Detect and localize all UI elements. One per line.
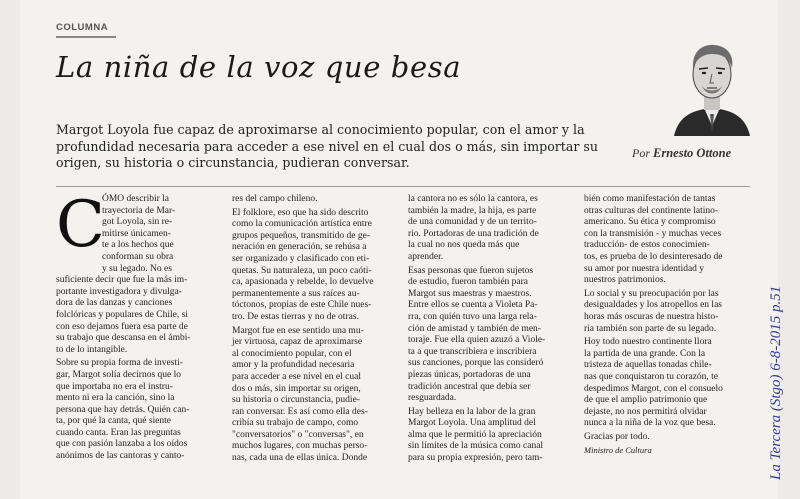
text-line: ser organizado y clasificado con eti- bbox=[232, 253, 370, 264]
text-line: Hay belleza en la labor de la gran bbox=[408, 406, 536, 417]
byline-prefix: Por bbox=[632, 146, 650, 160]
headline: La niña de la voz que besa bbox=[56, 50, 462, 84]
text-line: de que el amplio patrimonio que bbox=[584, 395, 708, 406]
text-line: dos o más, sin importar su origen, bbox=[232, 383, 361, 394]
divider bbox=[56, 186, 750, 187]
text-line: nas, cada una de ellas única. Donde bbox=[232, 453, 368, 464]
text-line: nuestros patrimonios. bbox=[584, 275, 666, 286]
text-line: mitirse únicamen- bbox=[102, 228, 171, 239]
text-line: conforman su obra bbox=[102, 251, 174, 262]
text-line: nas que conquistaron tu corazón, te bbox=[584, 371, 719, 382]
text-line: su amor por nuestra identidad y bbox=[584, 263, 705, 274]
text-line: permanentemente a sus raíces au- bbox=[232, 288, 360, 299]
text-line: resguardada. bbox=[408, 393, 457, 404]
text-line: desigualdades y los atropellos en las bbox=[584, 300, 722, 311]
text-line: otras culturas del continente latino- bbox=[584, 205, 719, 216]
text-line: su trabajo que descansa en el ámbi- bbox=[56, 333, 191, 344]
text-line: su historia o circunstancia, pudie- bbox=[232, 395, 360, 406]
text-line: como la comunicación artística entre bbox=[232, 219, 372, 230]
text-line: horas más oscuras de nuestra histo- bbox=[584, 311, 719, 322]
text-line: trayectoria de Mar- bbox=[102, 205, 176, 216]
byline-author: Ernesto Ottone bbox=[653, 146, 732, 160]
text-line: y su legado. No es bbox=[102, 263, 172, 274]
text-line: para acceder a ese nivel en el cual bbox=[232, 371, 361, 382]
text-line: piezas únicas, portadoras de una bbox=[408, 369, 531, 380]
text-line: El folklore, eso que ha sido descrito bbox=[232, 207, 369, 218]
text-line: Margot sus maestras y maestros. bbox=[408, 288, 532, 299]
text-line: de estudio, fueron también para bbox=[408, 277, 529, 288]
text-line: portante investigadora y divulga- bbox=[56, 286, 182, 297]
text-line: amor y la profundidad necesaria bbox=[232, 360, 355, 371]
handwritten-source-note: La Tercera (Stgo) 6-8-2015 p.51 bbox=[768, 285, 784, 480]
section-rule bbox=[56, 36, 116, 38]
text-line: que importaba no era el instru- bbox=[56, 381, 173, 392]
drop-cap-lines bbox=[56, 188, 226, 275]
text-line: la cual no nos queda más que bbox=[408, 240, 520, 251]
text-line: sus canciones, porque las consideró bbox=[408, 358, 544, 369]
text-line: ción de amistad y también de men- bbox=[408, 323, 541, 334]
text-line: rio. Portadoras de una tradición de bbox=[408, 228, 539, 239]
text-line: te a los hechos que bbox=[102, 240, 174, 251]
text-line: suficiente decir que fue la más im- bbox=[56, 275, 188, 286]
text-line: Entre ellos se cuenta a Violeta Pa- bbox=[408, 300, 538, 311]
text-line: tradición ancestral que debía ser bbox=[408, 381, 531, 392]
text-line: cuando canta. Eran las preguntas bbox=[56, 427, 181, 438]
text-line: Lo social y su preocupación por las bbox=[584, 288, 719, 299]
text-line: to de lo intangible. bbox=[56, 344, 128, 355]
text-line: también la madre, la hija, es parte bbox=[408, 205, 537, 216]
text-line: alma que le permitió la apreciación bbox=[408, 429, 542, 440]
text-line: ca, apasionada y rebelde, lo devuelve bbox=[232, 277, 374, 288]
text-line: toraje. Fue ella quien azuzó a Viole- bbox=[408, 335, 546, 346]
column-1 bbox=[56, 188, 226, 463]
text-line: ÓMO describir la bbox=[102, 194, 170, 204]
text-line: "conversatorios" o "conversas", en bbox=[232, 429, 364, 440]
text-line: res del campo chileno. bbox=[232, 194, 318, 204]
text-line: tro. De estas tierras y no de otras. bbox=[232, 311, 359, 322]
text-line: tóctonos, propias de este Chile nues- bbox=[232, 300, 372, 311]
text-line: la partida de una grande. Con la bbox=[584, 348, 706, 359]
text-line: muchos lugares, con muchas perso- bbox=[232, 441, 368, 452]
text-line: para su propia expresión, pero tam- bbox=[408, 453, 543, 464]
text-line: tristeza de aquellas tonadas chile- bbox=[584, 360, 712, 371]
text-line: traducción- de estos conocimien- bbox=[584, 240, 710, 251]
text-line: Gracias por todo. bbox=[584, 431, 650, 442]
text-line: de una comunidad y de un territo- bbox=[408, 217, 537, 228]
author-portrait bbox=[672, 36, 752, 136]
text-line: nunca a la niña de la voz que besa. bbox=[584, 418, 716, 429]
text-line: anónimos de las cantoras y canto- bbox=[56, 451, 185, 462]
text-line: con eso dejamos fuera esa parte de bbox=[56, 321, 188, 332]
text-line: folclóricas y populares de Chile, si bbox=[56, 309, 188, 320]
text-line: la cantora no es sólo la cantora, es bbox=[408, 194, 538, 204]
text-line: dejaste, no nos permitirá olvidar bbox=[584, 406, 707, 417]
text-line: cribía su trabajo de campo, como bbox=[232, 418, 359, 429]
signoff: Ministro de Cultura bbox=[584, 445, 652, 456]
drop-cap: C bbox=[56, 188, 105, 262]
text-line: sin límites de la música como canal bbox=[408, 441, 544, 452]
deck-line: Margot Loyola fue capaz de aproximarse al conocimiento popular, con el amor y la bbox=[56, 122, 585, 137]
text-line: Margot Loyola. Una amplitud del bbox=[408, 418, 536, 429]
column-2 bbox=[232, 194, 402, 465]
column-4 bbox=[584, 194, 754, 457]
text-line: grupos pequeños, transmitido de ge- bbox=[232, 230, 370, 241]
text-line: ran conversar. Es así como ella des- bbox=[232, 406, 368, 417]
text-line: ria también son parte de su legado. bbox=[584, 323, 717, 334]
text-line: americano. Su ética y compromiso bbox=[584, 217, 716, 228]
text-line: ta a que transcribiera e inscribiera bbox=[408, 346, 537, 357]
text-line: Esas personas que fueron sujetos bbox=[408, 265, 534, 276]
text-line: tos, es prueba de lo desinteresado de bbox=[584, 251, 723, 262]
text-line: neración en generación, se rehúsa a bbox=[232, 242, 367, 253]
text-line: rra, con quién tuvo una larga rela- bbox=[408, 311, 537, 322]
text-line: Hoy todo nuestro continente llora bbox=[584, 337, 712, 348]
text-line: despedimos Margot, con el consuelo bbox=[584, 383, 723, 394]
text-line: Sobre su propia forma de investi- bbox=[56, 358, 183, 369]
text-line: bién como manifestación de tantas bbox=[584, 194, 716, 204]
deck-line: profundidad necesaria para acceder a ese nivel en el cual dos o más, sin importar su bbox=[56, 138, 598, 154]
section-label: COLUMNA bbox=[56, 22, 109, 33]
text-line: persona que hay detrás. Quién can- bbox=[56, 404, 190, 415]
text-line: gar, Margot solía decirnos que lo bbox=[56, 369, 182, 380]
text-line: jer virtuosa, capaz de aproximarse bbox=[232, 337, 363, 348]
text-line: mento ni era la canción, sino la bbox=[56, 393, 175, 404]
text-line: con la transmisión - y muchas veces bbox=[584, 228, 722, 239]
deck-line: origen, su historia o circunstancia, pudieran conversar. bbox=[56, 155, 410, 170]
byline bbox=[632, 146, 731, 161]
newspaper-clipping bbox=[20, 0, 778, 499]
text-line: quetas. Su naturaleza, un poco caóti- bbox=[232, 265, 372, 276]
text-line: que con pasión lanzaba a los oídos bbox=[56, 439, 188, 450]
text-line: got Loyola, sin re- bbox=[102, 217, 173, 228]
text-line: Margot fue en ese sentido una mu- bbox=[232, 325, 364, 336]
text-line: ta, por qué la canta, qué siente bbox=[56, 416, 172, 427]
text-line: dora de las danzas y canciones bbox=[56, 298, 173, 309]
text-line: al conocimiento popular, con el bbox=[232, 348, 352, 359]
text-line: aprender. bbox=[408, 251, 444, 262]
article-deck bbox=[56, 122, 596, 172]
column-3 bbox=[408, 194, 578, 465]
